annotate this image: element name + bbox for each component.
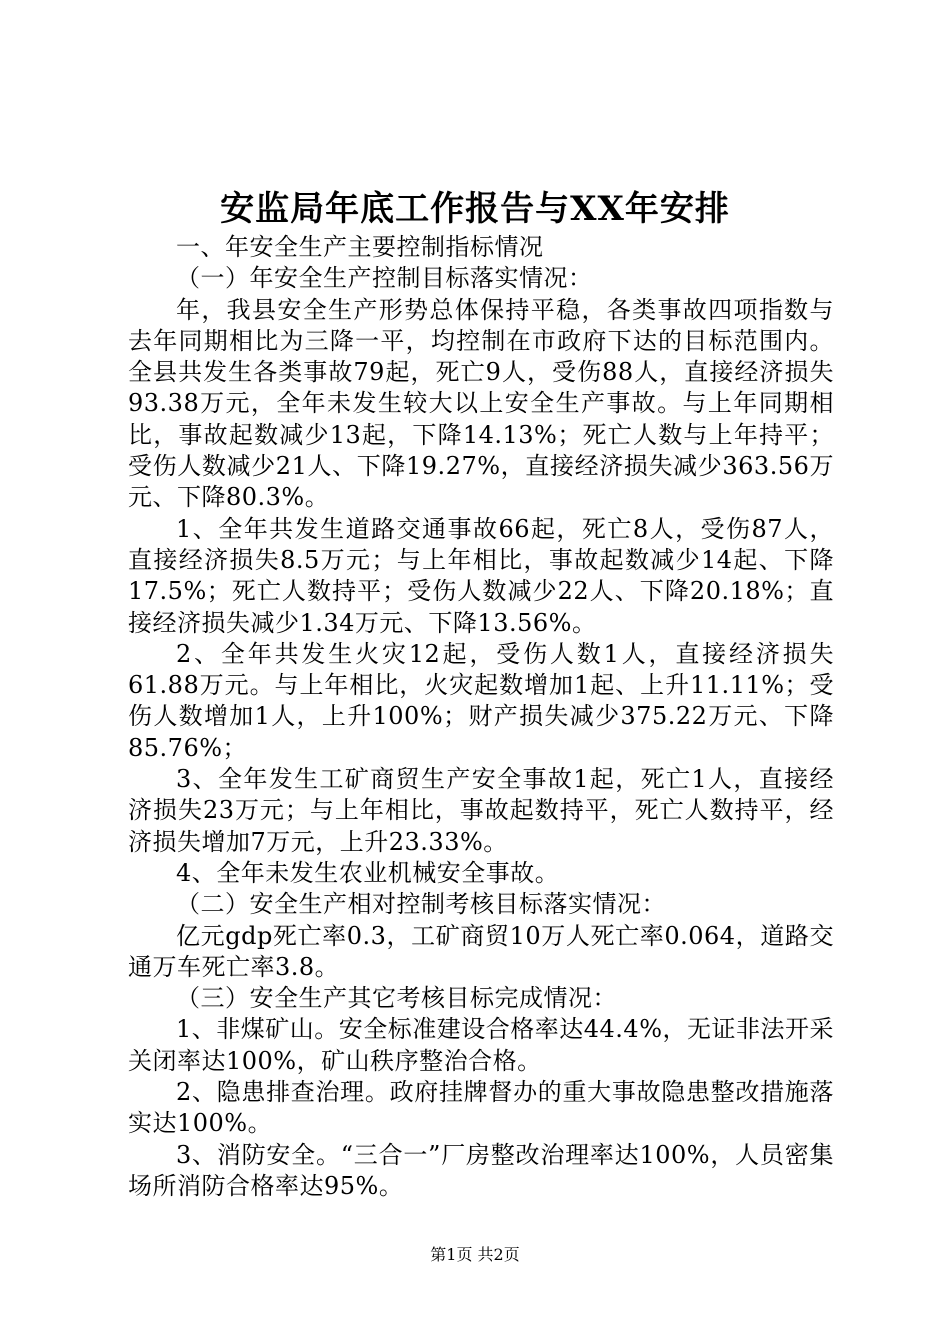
paragraph-fire: 2、全年共发生火灾12起，受伤人数1人，直接经济损失61.88万元。与上年相比，火灾起数增加1起、上升11.11%；受伤人数增加1人，上升100%；财产损失减少375.22万元、下降85.76%；: [128, 639, 834, 762]
paragraph-industrial: 3、全年发生工矿商贸生产安全事故1起，死亡1人，直接经济损失23万元；与上年相比，事故起数持平，死亡人数持平，经济损失增加7万元，上升23.33%。: [128, 765, 834, 856]
paragraph-agricultural: 4、全年未发生农业机械安全事故。: [176, 858, 560, 887]
paragraph-rates: 亿元gdp死亡率0.3，工矿商贸10万人死亡率0.064，道路交通万车死亡率3.8。: [128, 921, 834, 981]
section-heading-1: 一、年安全生产主要控制指标情况: [176, 233, 544, 261]
paragraph-hazards: 2、隐患排查治理。政府挂牌督办的重大事故隐患整改措施落实达100%。: [128, 1078, 834, 1138]
subsection-heading-2: （二）安全生产相对控制考核目标落实情况：: [176, 890, 666, 919]
paragraph-road-traffic: 1、全年共发生道路交通事故66起，死亡8人，受伤87人，直接经济损失8.5万元；与上年相比，事故起数减少14起、下降17.5%；死亡人数持平；受伤人数减少22人、下降20.18%；直接经济损失减少1.34万元、下降13.56%。: [128, 514, 834, 637]
paragraph-mining: 1、非煤矿山。安全标准建设合格率达44.4%，无证非法开采关闭率达100%，矿山秩序整治合格。: [128, 1015, 835, 1075]
paragraph-summary: 年，我县安全生产形势总体保持平稳，各类事故四项指数与去年同期相比为三降一平，均控制在市政府下达的目标范围内。全县共发生各类事故79起，死亡9人，受伤88人，直接经济损失93.38万元，全年未发生较大以上安全生产事故。与上年同期相比，事故起数减少13起，下降14.13%；死亡人数与上年持平；受伤人数减少21人、下降19.27%，直接经济损失减少363.56万元、下降80.3%。: [128, 295, 834, 512]
document-title: 安监局年底工作报告与XX年安排: [220, 189, 730, 229]
subsection-heading-3: （三）安全生产其它考核目标完成情况：: [176, 984, 617, 1013]
document-body: [128, 232, 834, 1202]
subsection-heading-1: （一）年安全生产控制目标落实情况：: [176, 264, 593, 293]
page-footer: 第1页 共2页: [430, 1245, 520, 1264]
paragraph-fire-safety: 3、消防安全。“三合一”厂房整改治理率达100%，人员密集场所消防合格率达95%。: [128, 1140, 834, 1200]
